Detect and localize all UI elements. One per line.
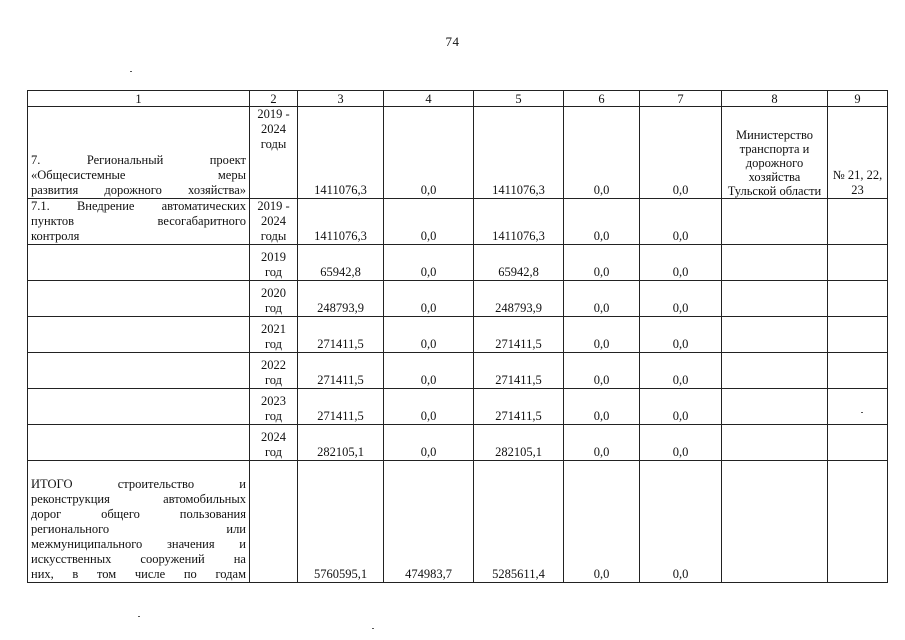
project-name-cell <box>28 389 250 425</box>
value-col4: 0,0 <box>384 199 474 245</box>
period-cell: 2019 - 2024 годы <box>250 107 298 199</box>
value-col4: 0,0 <box>384 389 474 425</box>
name-line: пунктов весогабаритного <box>31 214 246 228</box>
value-col4: 0,0 <box>384 353 474 389</box>
period-cell: 2023 год <box>250 389 298 425</box>
value-col3: 271411,5 <box>298 317 384 353</box>
value-col4: 0,0 <box>384 425 474 461</box>
value-col7: 0,0 <box>640 389 722 425</box>
column-header-3: 3 <box>298 91 384 107</box>
executor-cell <box>722 199 828 245</box>
name-line: реконструкция автомобильных <box>31 492 246 506</box>
reference-cell: № 21, 22, 23 <box>828 107 888 199</box>
value-col5: 248793,9 <box>474 281 564 317</box>
period-cell <box>250 461 298 583</box>
value-col3: 271411,5 <box>298 389 384 425</box>
column-header-8: 8 <box>722 91 828 107</box>
project-name-cell <box>28 199 250 245</box>
column-header-7: 7 <box>640 91 722 107</box>
value-col7: 0,0 <box>640 461 722 583</box>
reference-cell <box>828 389 888 425</box>
project-name-cell <box>28 245 250 281</box>
column-header-9: 9 <box>828 91 888 107</box>
value-col6: 0,0 <box>564 245 640 281</box>
column-header-1: 1 <box>28 91 250 107</box>
table-row <box>28 245 888 281</box>
value-col6: 0,0 <box>564 425 640 461</box>
scan-speck <box>130 71 132 72</box>
value-col7: 0,0 <box>640 245 722 281</box>
column-header-6: 6 <box>564 91 640 107</box>
executor-cell <box>722 425 828 461</box>
value-col7: 0,0 <box>640 281 722 317</box>
value-col5: 1411076,3 <box>474 199 564 245</box>
period-cell: 2019 год <box>250 245 298 281</box>
project-name-cell <box>28 425 250 461</box>
value-col4: 0,0 <box>384 245 474 281</box>
total-row <box>28 461 888 583</box>
value-col3: 1411076,3 <box>298 107 384 199</box>
executor-cell <box>722 245 828 281</box>
scan-speck <box>861 412 863 413</box>
period-cell: 2021 год <box>250 317 298 353</box>
period-cell: 2019 - 2024 годы <box>250 199 298 245</box>
value-col7: 0,0 <box>640 425 722 461</box>
reference-cell <box>828 317 888 353</box>
executor-cell <box>722 281 828 317</box>
executor-cell <box>722 317 828 353</box>
total-name-cell <box>28 461 250 583</box>
scan-speck <box>372 628 374 629</box>
table-row <box>28 107 888 199</box>
value-col5: 5285611,4 <box>474 461 564 583</box>
name-line: 7. Региональный проект <box>31 153 246 167</box>
reference-cell <box>828 461 888 583</box>
page-number: 74 <box>445 34 460 49</box>
value-col7: 0,0 <box>640 107 722 199</box>
project-name-cell <box>28 107 250 199</box>
budget-table <box>27 90 888 583</box>
value-col6: 0,0 <box>564 353 640 389</box>
value-col6: 0,0 <box>564 389 640 425</box>
reference-cell <box>828 425 888 461</box>
executor-cell <box>722 389 828 425</box>
table-row <box>28 199 888 245</box>
period-cell: 2024 год <box>250 425 298 461</box>
scan-speck <box>138 616 140 617</box>
column-header-4: 4 <box>384 91 474 107</box>
column-header-5: 5 <box>474 91 564 107</box>
name-line: них, в том числе по годам <box>31 567 246 581</box>
executor-cell <box>722 461 828 583</box>
period-cell: 2020 год <box>250 281 298 317</box>
name-line: межмуниципального значения и <box>31 537 246 551</box>
value-col6: 0,0 <box>564 317 640 353</box>
value-col7: 0,0 <box>640 317 722 353</box>
name-line: ИТОГО строительство и <box>31 477 246 491</box>
value-col6: 0,0 <box>564 107 640 199</box>
project-name-cell <box>28 353 250 389</box>
value-col5: 65942,8 <box>474 245 564 281</box>
reference-cell <box>828 245 888 281</box>
reference-cell <box>828 199 888 245</box>
table-row <box>28 281 888 317</box>
name-line: «Общесистемные меры <box>31 168 246 182</box>
value-col5: 271411,5 <box>474 353 564 389</box>
reference-cell <box>828 281 888 317</box>
value-col6: 0,0 <box>564 199 640 245</box>
value-col4: 0,0 <box>384 107 474 199</box>
value-col4: 474983,7 <box>384 461 474 583</box>
project-name-cell <box>28 317 250 353</box>
value-col6: 0,0 <box>564 281 640 317</box>
value-col6: 0,0 <box>564 461 640 583</box>
value-col3: 248793,9 <box>298 281 384 317</box>
value-col5: 271411,5 <box>474 317 564 353</box>
value-col3: 65942,8 <box>298 245 384 281</box>
executor-cell <box>722 353 828 389</box>
name-line: контроля <box>31 229 80 243</box>
executor-cell: Министерство транспорта и дорожного хозяйства Тульской области <box>722 107 828 199</box>
column-header-2: 2 <box>250 91 298 107</box>
value-col3: 282105,1 <box>298 425 384 461</box>
value-col4: 0,0 <box>384 281 474 317</box>
header-row <box>28 91 888 107</box>
value-col5: 282105,1 <box>474 425 564 461</box>
table-row <box>28 317 888 353</box>
name-line: искусственных сооружений на <box>31 552 246 566</box>
name-line: дорог общего пользования <box>31 507 246 521</box>
name-line: регионального или <box>31 522 246 536</box>
reference-cell <box>828 353 888 389</box>
value-col5: 1411076,3 <box>474 107 564 199</box>
table-row <box>28 353 888 389</box>
name-line: 7.1. Внедрение автоматических <box>31 199 246 213</box>
value-col4: 0,0 <box>384 317 474 353</box>
value-col7: 0,0 <box>640 353 722 389</box>
table-row <box>28 389 888 425</box>
value-col3: 5760595,1 <box>298 461 384 583</box>
value-col7: 0,0 <box>640 199 722 245</box>
value-col5: 271411,5 <box>474 389 564 425</box>
project-name-cell <box>28 281 250 317</box>
name-line: развития дорожного хозяйства» <box>31 183 246 197</box>
table-row <box>28 425 888 461</box>
period-cell: 2022 год <box>250 353 298 389</box>
value-col3: 1411076,3 <box>298 199 384 245</box>
value-col3: 271411,5 <box>298 353 384 389</box>
